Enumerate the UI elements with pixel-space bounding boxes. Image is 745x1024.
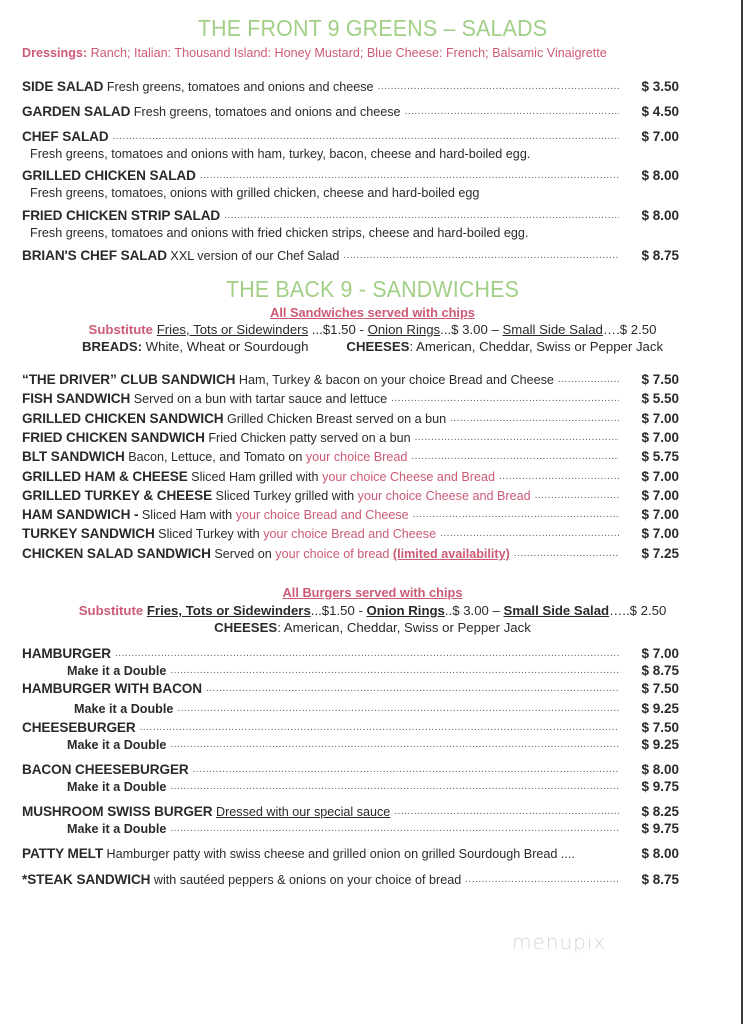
- menu-item-cheeseburger-double: Make it a Double ..... $ 9.25: [22, 736, 679, 754]
- leader-dots: [170, 820, 619, 838]
- item-description: Fresh greens, tomatoes, onions with grilled chicken, cheese and hard-boiled egg: [30, 186, 480, 200]
- item-price: $ 8.75: [641, 248, 679, 263]
- leader-dots: [465, 871, 619, 889]
- menu-item-brians-chef-salad: BRIAN'S CHEF SALAD XXL version of our Chef Salad ..... $ 8.75: [22, 247, 679, 265]
- leader-dots: [499, 468, 619, 486]
- menu-item-ham-sandwich: HAM SANDWICH - Sliced Ham with your choice Bread and Cheese ..... $ 7.00: [22, 506, 679, 524]
- item-price: $ 5.50: [641, 391, 679, 406]
- item-price: $ 7.00: [641, 646, 679, 661]
- item-price: $ 8.00: [641, 762, 679, 777]
- menu-item-mushroom-swiss-double: Make it a Double ..... $ 9.75: [22, 820, 679, 838]
- leader-dots: [193, 761, 619, 779]
- item-price: $ 7.50: [641, 372, 679, 387]
- dressings-list: Ranch; Italian: Thousand Island: Honey Mustard; Blue Cheese: French; Balsamic Vinaigrette: [87, 46, 607, 60]
- item-price: $ 7.50: [641, 681, 679, 696]
- leader-dots: [170, 662, 619, 680]
- salads-title: THE FRONT 9 GREENS – SALADS: [197, 15, 548, 41]
- leader-dots: [170, 778, 619, 796]
- menu-item-blt-sandwich: BLT SANDWICH Bacon, Lettuce, and Tomato on your choice Bread ..... $ 5.75: [22, 448, 679, 466]
- leader-dots: [415, 429, 619, 447]
- sandwiches-substitute-line: Substitute Fries, Tots or Sidewinders ...$1.50 - Onion Rings...$ 3.00 – Small Side Salad….$ 2.50: [88, 322, 657, 337]
- menu-item-hamburger-with-bacon: HAMBURGER WITH BACON ..... $ 7.50: [22, 680, 679, 698]
- menu-item-hamburger-double: Make it a Double ..... $ 8.75: [22, 662, 679, 680]
- item-price: $ 7.00: [641, 488, 679, 503]
- item-price: $ 9.75: [641, 821, 679, 836]
- item-price: $ 7.00: [641, 507, 679, 522]
- menu-item-side-salad: SIDE SALAD Fresh greens, tomatoes and onions and cheese ..... $ 3.50: [22, 78, 679, 96]
- menu-item-steak-sandwich: *STEAK SANDWICH with sautéed peppers & onions on your choice of bread ..... $ 8.75: [22, 871, 679, 889]
- item-description: Fresh greens, tomatoes and onions with ham, turkey, bacon, cheese and hard-boiled egg.: [30, 147, 531, 161]
- menu-item-garden-salad: GARDEN SALAD Fresh greens, tomatoes and onions and cheese ..... $ 4.50: [22, 103, 679, 121]
- menu-item-cheeseburger: CHEESEBURGER ..... $ 7.50: [22, 719, 679, 737]
- leader-dots: [177, 700, 619, 718]
- leader-dots: [413, 506, 619, 524]
- menu-item-grilled-turkey-cheese: GRILLED TURKEY & CHEESE Sliced Turkey grilled with your choice Cheese and Bread ..... $ 7.00: [22, 487, 679, 505]
- menu-item-fish-sandwich: FISH SANDWICH Served on a bun with tartar sauce and lettuce ..... $ 5.50: [22, 390, 679, 408]
- menu-item-fried-chicken-sandwich: FRIED CHICKEN SANDWICH Fried Chicken patty served on a bun ..... $ 7.00: [22, 429, 679, 447]
- menu-item-turkey-sandwich: TURKEY SANDWICH Sliced Turkey with your choice Bread and Cheese ..... $ 7.00: [22, 525, 679, 543]
- item-price: $ 8.00: [641, 846, 679, 861]
- item-price: $ 7.00: [641, 526, 679, 541]
- dressings-label: Dressings:: [22, 46, 88, 60]
- sandwiches-served-with: All Sandwiches served with chips: [270, 305, 475, 320]
- burgers-substitute-line: Substitute Fries, Tots or Sidewinders...$1.50 - Onion Rings..$ 3.00 – Small Side Salad…..$ 2.50: [78, 603, 667, 618]
- leader-dots: [378, 78, 619, 96]
- leader-dots: [115, 645, 619, 663]
- menu-item-patty-melt: PATTY MELT Hamburger patty with swiss cheese and grilled onion on grilled Sourdough Bread .... $ 8.00: [22, 846, 679, 861]
- menu-item-grilled-chicken-sandwich: GRILLED CHICKEN SANDWICH Grilled Chicken Breast served on a bun ..... $ 7.00: [22, 410, 679, 428]
- item-price: $ 9.25: [641, 701, 679, 716]
- leader-dots: [170, 736, 619, 754]
- item-price: $ 8.25: [641, 804, 679, 819]
- menu-item-mushroom-swiss-burger: MUSHROOM SWISS BURGER Dressed with our special sauce ..... $ 8.25: [22, 803, 679, 821]
- item-price: $ 9.75: [641, 779, 679, 794]
- sandwiches-title: THE BACK 9 - SANDWICHES: [225, 276, 520, 302]
- menu-item-bacon-cheeseburger-double: Make it a Double ..... $ 9.75: [22, 778, 679, 796]
- menu-item-bacon-cheeseburger: BACON CHEESEBURGER ..... $ 8.00: [22, 761, 679, 779]
- menupix-watermark: menupix: [512, 930, 607, 954]
- item-price: $ 8.75: [641, 663, 679, 678]
- leader-dots: [405, 103, 619, 121]
- item-price: $ 4.50: [641, 104, 679, 119]
- menu-item-grilled-ham-cheese: GRILLED HAM & CHEESE Sliced Ham grilled with your choice Cheese and Bread ..... $ 7.00: [22, 468, 679, 486]
- menu-item-hamburger-with-bacon-double: Make it a Double ..... $ 9.25: [22, 700, 679, 718]
- leader-dots: [206, 680, 619, 698]
- leader-dots: [558, 371, 619, 389]
- leader-dots: [440, 525, 619, 543]
- burgers-cheeses-line: CHEESES: American, Cheddar, Swiss or Pepper Jack: [214, 620, 531, 635]
- item-price: $ 7.00: [641, 469, 679, 484]
- item-price: $ 8.75: [641, 872, 679, 887]
- item-price: $ 8.00: [641, 208, 679, 223]
- item-price: $ 9.25: [641, 737, 679, 752]
- menu-item-chef-salad: CHEF SALAD ..... $ 7.00: [22, 128, 679, 146]
- menu-item-grilled-chicken-salad: GRILLED CHICKEN SALAD ..... $ 8.00: [22, 167, 679, 185]
- leader-dots: [343, 247, 619, 265]
- item-price: $ 7.00: [641, 430, 679, 445]
- menu-item-driver-club: “THE DRIVER” CLUB SANDWICH Ham, Turkey & bacon on your choice Bread and Cheese ..... $ 7.50: [22, 371, 679, 389]
- dressings-line: [22, 46, 607, 60]
- item-price: $ 5.75: [641, 449, 679, 464]
- item-price: $ 3.50: [641, 79, 679, 94]
- item-description: Fresh greens, tomatoes and onions with fried chicken strips, cheese and hard-boiled egg.: [30, 226, 529, 240]
- item-price: $ 7.00: [641, 129, 679, 144]
- leader-dots: [140, 719, 619, 737]
- menu-item-hamburger: HAMBURGER ..... $ 7.00: [22, 645, 679, 663]
- scan-edge: [741, 0, 743, 1024]
- leader-dots: [535, 487, 619, 505]
- leader-dots: [394, 803, 619, 821]
- menu-item-chicken-salad-sandwich: CHICKEN SALAD SANDWICH Served on your choice of bread (limited availability) ..... $ 7.25: [22, 545, 679, 563]
- item-price: $ 7.00: [641, 411, 679, 426]
- leader-dots: [224, 207, 619, 225]
- leader-dots: [200, 167, 619, 185]
- leader-dots: [113, 128, 619, 146]
- item-price: $ 7.25: [641, 546, 679, 561]
- limited-availability-note: (limited availability): [392, 547, 510, 561]
- menu-item-fried-chicken-strip-salad: FRIED CHICKEN STRIP SALAD ..... $ 8.00: [22, 207, 679, 225]
- leader-dots: [391, 390, 619, 408]
- leader-dots: [450, 410, 619, 428]
- leader-dots: [514, 545, 619, 563]
- burgers-served-with: All Burgers served with chips: [282, 585, 463, 600]
- item-price: $ 8.00: [641, 168, 679, 183]
- leader-dots: [411, 448, 619, 466]
- item-price: $ 7.50: [641, 720, 679, 735]
- breads-cheeses-line: BREADS: White, Wheat or Sourdough CHEESES: American, Cheddar, Swiss or Pepper Jack: [81, 339, 664, 354]
